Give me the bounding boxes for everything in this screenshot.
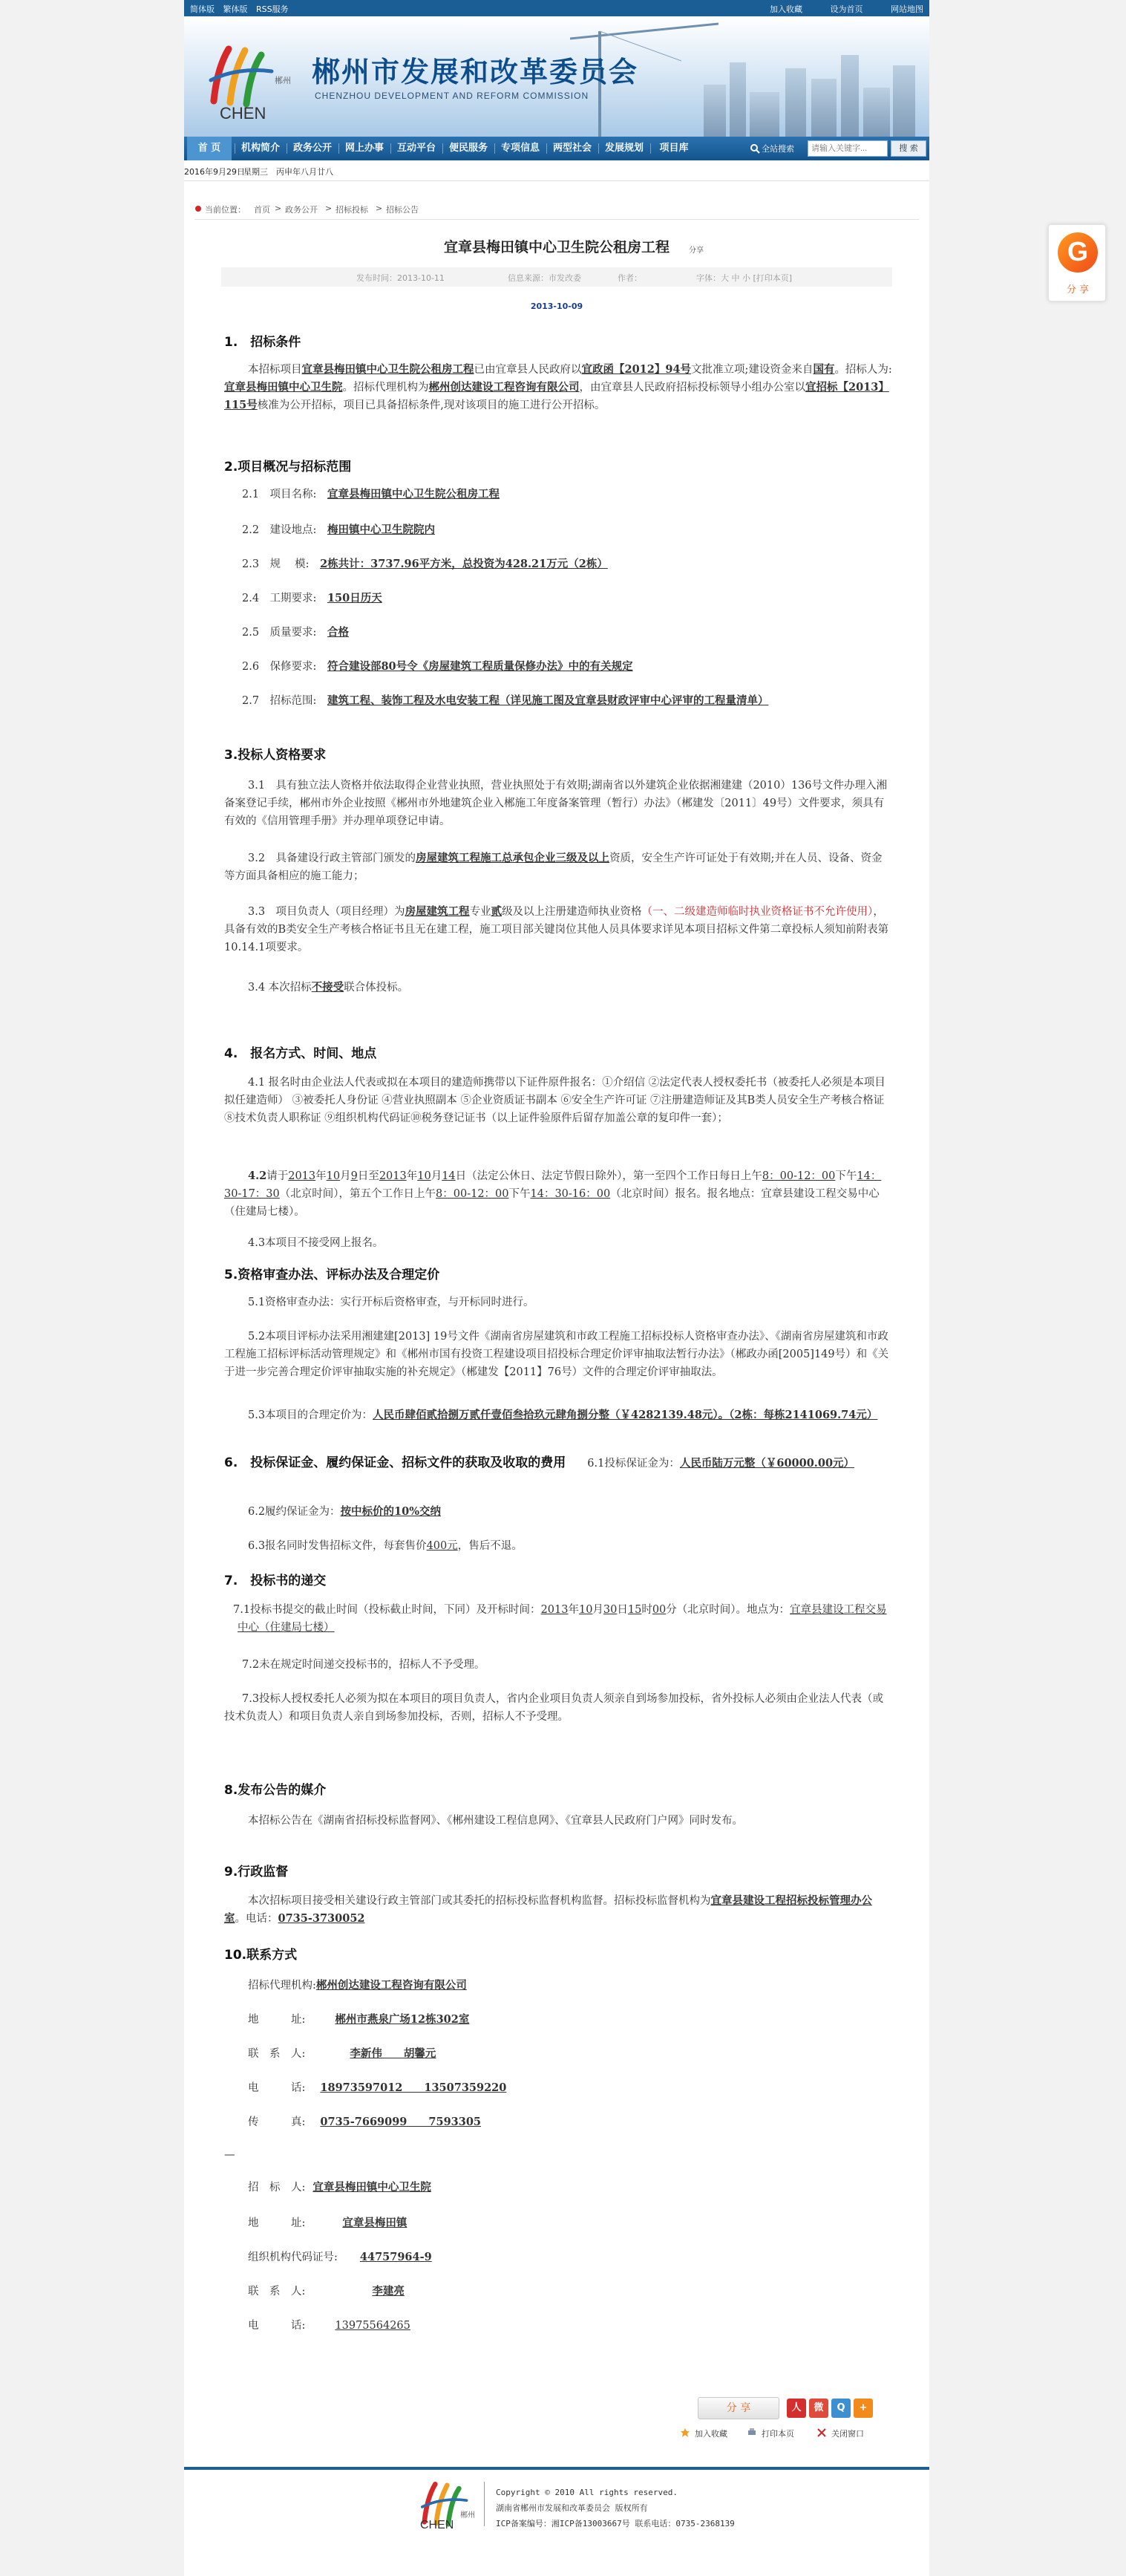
paragraph: 本次招标项目接受相关建设行政主管部门或其委托的招标投标监督机构监督。招标投标监督机构为宜章县建设工程招标投标管理办公室。电话：0735-3730052 [224, 1894, 872, 1925]
top-bar [184, 0, 929, 16]
paragraph: 6.3报名同时发售招标文件，每套售价400元，售后不退。 [248, 1540, 523, 1552]
rss-link[interactable]: RSS服务 [256, 4, 289, 14]
paragraph: 4.2请于2013年10月9日至2013年10月14日（法定公休日、法定节假日除外），第一至四个工作日每日上午8：00-12：00下午14：30-17：30（北京时间），第五个工作日上午8：00-12：00下午14：30-16：00（北京时间）报名。报名地点：宜章县建设工程交易中心（住建局七楼）。 [224, 1170, 882, 1218]
close-icon [816, 2427, 827, 2438]
contact-row: 联 系 人: 李新伟 胡馨元 [248, 2047, 436, 2060]
location-icon [194, 205, 202, 212]
logo-small-text: 郴州 [275, 76, 291, 85]
copyright: Copyright © 2010 All rights reserved. [496, 2488, 678, 2497]
font-size-controls[interactable]: 字体：大 中 小 [打印本页] [696, 273, 793, 283]
close-window-button[interactable]: 关闭窗口 [831, 2429, 864, 2439]
share-renren-icon[interactable]: 人 [787, 2399, 806, 2418]
nav-public-service[interactable]: 便民服务 [448, 143, 488, 154]
share-more-icon[interactable]: + [854, 2399, 873, 2418]
breadcrumb-current: 招标公告 [386, 205, 419, 215]
page-tools [680, 2426, 903, 2439]
favorite-icon [680, 2427, 690, 2438]
share-mini-link[interactable]: 分享 [689, 247, 704, 255]
section-heading: 2.项目概况与招标范围 [224, 460, 352, 475]
nav-interaction[interactable]: 互动平台 [396, 143, 436, 154]
lunar-date: 丙申年八月廿八 [276, 167, 333, 177]
header-banner [184, 16, 929, 137]
footer-logo-small: 郴州 [460, 2511, 475, 2520]
list-item: 2.1 项目名称: 宜章县梅田镇中心卫生院公租房工程 [242, 488, 500, 500]
paragraph: 7.1投标书提交的截止时间（投标截止时间，下同）及开标时间：2013年10月30日15时00分（北京时间）。地点为：宜章县建设工程交易中心（住建局七楼） [233, 1604, 887, 1634]
publish-time: 发布时间：2013-10-11 [356, 273, 445, 283]
sitemap-link[interactable]: 网站地图 [891, 4, 923, 14]
share-bar [698, 2397, 883, 2419]
section-heading: 3.投标人资格要求 [224, 748, 327, 763]
breadcrumb: 当前位置： 首页 > 政务公开 > 招标投标 > 招标公告 [194, 198, 919, 220]
nav-two-type[interactable]: 两型社会 [552, 143, 592, 154]
contact-row: 联 系 人: 李建亮 [248, 2285, 405, 2298]
paragraph: 6.2履约保证金为：按中标价的10%交纳 [248, 1505, 442, 1518]
print-page-button[interactable]: 打印本页 [762, 2429, 794, 2439]
paragraph: 6. 投标保证金、履约保证金、招标文件的获取及收取的费用 6.1投标保证金为：人民币陆万元整（￥60000.00元） [224, 1455, 855, 1470]
share-weibo-icon[interactable]: 微 [809, 2399, 828, 2418]
paragraph: 3.4 本次招标不接受联合体投标。 [248, 981, 409, 994]
section-heading: 5.资格审查办法、评标办法及合理定价 [224, 1268, 440, 1282]
nav-planning[interactable]: 发展规划 [604, 143, 644, 154]
contact-row: 组织机构代码证号: 44757964-9 [248, 2251, 432, 2263]
breadcrumb-home[interactable]: 首页 [254, 205, 270, 215]
list-item: 2.3 规 模: 2栋共计：3737.96平方米，总投资为428.21万元（2栋） [242, 558, 608, 570]
logo-text: CHEN [220, 104, 266, 123]
contact-row: 地 址: 宜章县梅田镇 [248, 2217, 407, 2229]
section-heading: 8.发布公告的媒介 [224, 1783, 327, 1798]
section-heading: 7. 投标书的递交 [224, 1574, 327, 1588]
list-item: 2.7 招标范围: 建筑工程、装饰工程及水电安装工程（详见施工图及宜章县财政评审中心评审的工程量清单） [242, 694, 769, 707]
set-homepage-link[interactable]: 设为首页 [830, 4, 863, 14]
current-date: 2016年9月29日 [184, 167, 245, 177]
logo-icon [206, 42, 275, 113]
article-title: 宜章县梅田镇中心卫生院公租房工程 [443, 239, 670, 255]
float-share-label: 分 享 [1066, 284, 1090, 296]
list-item: 2.6 保修要求: 符合建设部80号令《房屋建筑工程质量保修办法》中的有关规定 [242, 660, 633, 673]
paragraph-1: 本招标项目宜章县梅田镇中心卫生院公租房工程已由宜章县人民政府以宜政函【2012】94号文批准立项;建设资金来自国有。招标人为:宜章县梅田镇中心卫生院。招标代理机构为郴州创达建设工程咨询有限公司，由宜章县人民政府招标投标领导小组办公室以宜招标【2013】115号核准为公开招标，项目已具备招标条件,现对该项目的施工进行公开招标。 [224, 363, 892, 411]
nav-about[interactable]: 机构简介 [240, 143, 280, 154]
paragraph: 5.3本项目的合理定价为：人民币肆佰贰拾捌万贰仟壹佰叁拾玖元肆角捌分整（￥4282139.48元）。（2栋：每栋2141069.74元） [248, 1409, 878, 1421]
print-icon [747, 2427, 757, 2438]
share-logo-icon: G [1058, 232, 1098, 273]
contact-row: 电 话: 13975564265 [248, 2320, 410, 2332]
section-heading: 1. 招标条件 [224, 335, 301, 350]
owner-line: 湖南省郴州市发展和改革委员会 版权所有 [496, 2503, 648, 2513]
add-favorite-link[interactable]: 加入收藏 [770, 4, 802, 14]
separator-dash: — [224, 2149, 235, 2161]
list-item: 2.5 质量要求: 合格 [242, 626, 349, 639]
paragraph: 3.3 项目负责人（项目经理）为房屋建筑工程专业贰级及以上注册建造师执业资格（一、二级建造师临时执业资格证书不允许使用），具备有效的B类安全生产考核合格证书且无在建工程，施工项目部关键岗位其他人员具体要求详见本项目招标文件第二章投标人须知前附表第10.14.1项要求。 [224, 905, 889, 953]
search-button[interactable]: 搜 索 [891, 140, 926, 157]
search-input[interactable] [808, 140, 888, 157]
date-bar [184, 160, 929, 181]
paragraph: 4.1 报名时由企业法人代表或拟在本项目的建造师携带以下证件原件报名：①介绍信 ②法定代表人授权委托书（被委托人必须是本项目拟任建造师） ③被委托人身份证 ④营业执照副本 ⑤企业资质证书副本 ⑥安全生产许可证 ⑦注册建造师证及其B类人员安全生产考核合格证 ⑧技术负责人职称证 ⑨组织机构代码证⑩税务登记证书（以上证件验原件后留存加盖公章的复印件一套）； [224, 1077, 886, 1124]
paragraph: 7.2未在规定时间递交投标书的，招标人不予受理。 [242, 1659, 485, 1671]
footer-divider [184, 2467, 929, 2470]
contact-row: 传 真: 0735-7669099 7593305 [248, 2116, 482, 2128]
breadcrumb-label: 当前位置： [205, 205, 246, 215]
info-source: 信息来源：市发改委 [508, 273, 581, 283]
contact-row: 地 址: 郴州市燕泉广场12栋302室 [248, 2013, 470, 2026]
float-share-button[interactable] [1048, 224, 1106, 301]
icp-line: ICP备案编号：湘ICP备13003667号 联系电话：0735-2368139 [496, 2519, 735, 2528]
article-date: 2013-10-09 [530, 301, 583, 311]
footer-info [496, 2485, 735, 2531]
section-heading: 10.联系方式 [224, 1948, 298, 1963]
article-meta [221, 267, 892, 287]
author: 作者： [618, 273, 642, 283]
search-label: 全站搜索 [762, 144, 794, 154]
share-qzone-icon[interactable]: Q [831, 2399, 851, 2418]
paragraph: 5.1资格审查办法：实行开标后资格审查，与开标同时进行。 [248, 1297, 534, 1308]
footer-logo-text: CHEN [420, 2519, 454, 2531]
nav-home[interactable]: 首 页 [187, 137, 232, 160]
paragraph: 5.2本项目评标办法采用湘建建[2013] 19号文件《湖南省房屋建筑和市政工程施工招标投标人资格审查办法》、《湖南省房屋建筑和市政工程施工招标评标活动管理规定》和《郴州市国有投资工程建设项目招投标合理定价评审抽取法暂行办法》（郴政办函[2005]149号）和《关于进一步完善合理定价评审抽取实施的补充规定》（郴建发【2011】76号）文件的合理定价评审抽取法。 [224, 1331, 889, 1378]
paragraph: 3.1 具有独立法人资格并依法取得企业营业执照，营业执照处于有效期;湖南省以外建筑企业依据湘建建（2010）136号文件办理入湘备案登记手续，郴州市外企业按照《郴州市外地建筑企业入郴施工年度备案管理（暂行）办法》（郴建发〔2011〕49号）文件要求，须具有有效的《信用管理手册》并办理单项登记申请。 [224, 780, 888, 827]
paragraph: 7.3投标人授权委托人必须为拟在本项目的项目负责人，省内企业项目负责人须亲自到场参加投标，省外投标人必须由企业法人代表（或技术负责人）和项目负责人亲自到场参加投标，否则，招标人不予受理。 [224, 1693, 884, 1723]
list-item: 2.2 建设地点: 梅田镇中心卫生院院内 [242, 524, 435, 536]
search-icon [750, 143, 760, 154]
contact-row: 电 话: 18973597012 13507359220 [248, 2081, 507, 2094]
breadcrumb-gov-open[interactable]: 政务公开 [285, 205, 318, 215]
nav-special-info[interactable]: 专项信息 [500, 143, 540, 154]
site-title: 郴州市发展和改革委员会 [312, 56, 639, 88]
current-weekday: 星期三 [243, 167, 268, 177]
breadcrumb-bidding[interactable]: 招标投标 [335, 205, 368, 215]
list-item: 2.4 工期要求: 150日历天 [242, 592, 382, 604]
section-heading: 4. 报名方式、时间、地点 [224, 1046, 377, 1061]
traditional-link[interactable]: 繁体版 [223, 4, 248, 14]
add-favorite-button[interactable]: 加入收藏 [695, 2429, 727, 2439]
paragraph: 本招标公告在《湖南省招标投标监督网》、《郴州建设工程信息网》、《宜章县人民政府门户网》同时发布。 [248, 1815, 743, 1827]
nav-gov-open[interactable]: 政务公开 [292, 143, 332, 154]
contact-row: 招 标 人: 宜章县梅田镇中心卫生院 [248, 2181, 431, 2194]
section-heading: 9.行政监督 [224, 1865, 289, 1879]
simplified-link[interactable]: 简体版 [190, 4, 215, 14]
nav-project-db[interactable]: 项目库 [659, 143, 689, 154]
page-container [184, 0, 929, 2576]
site-subtitle: CHENZHOU DEVELOPMENT AND REFORM COMMISSION [315, 91, 589, 101]
nav-online-service[interactable]: 网上办事 [344, 143, 384, 154]
contact-row: 招标代理机构:郴州创达建设工程咨询有限公司 [248, 1979, 467, 1992]
share-button[interactable]: 分 享 [698, 2397, 779, 2419]
paragraph: 4.3本项目不接受网上报名。 [248, 1237, 384, 1249]
paragraph: 3.2 具备建设行政主管部门颁发的房屋建筑工程施工总承包企业三级及以上资质，安全生产许可证处于有效期;并在人员、设备、资金等方面具备相应的施工能力； [224, 852, 883, 882]
section-heading: 6. 投标保证金、履约保证金、招标文件的获取及收取的费用 [224, 1455, 566, 1470]
